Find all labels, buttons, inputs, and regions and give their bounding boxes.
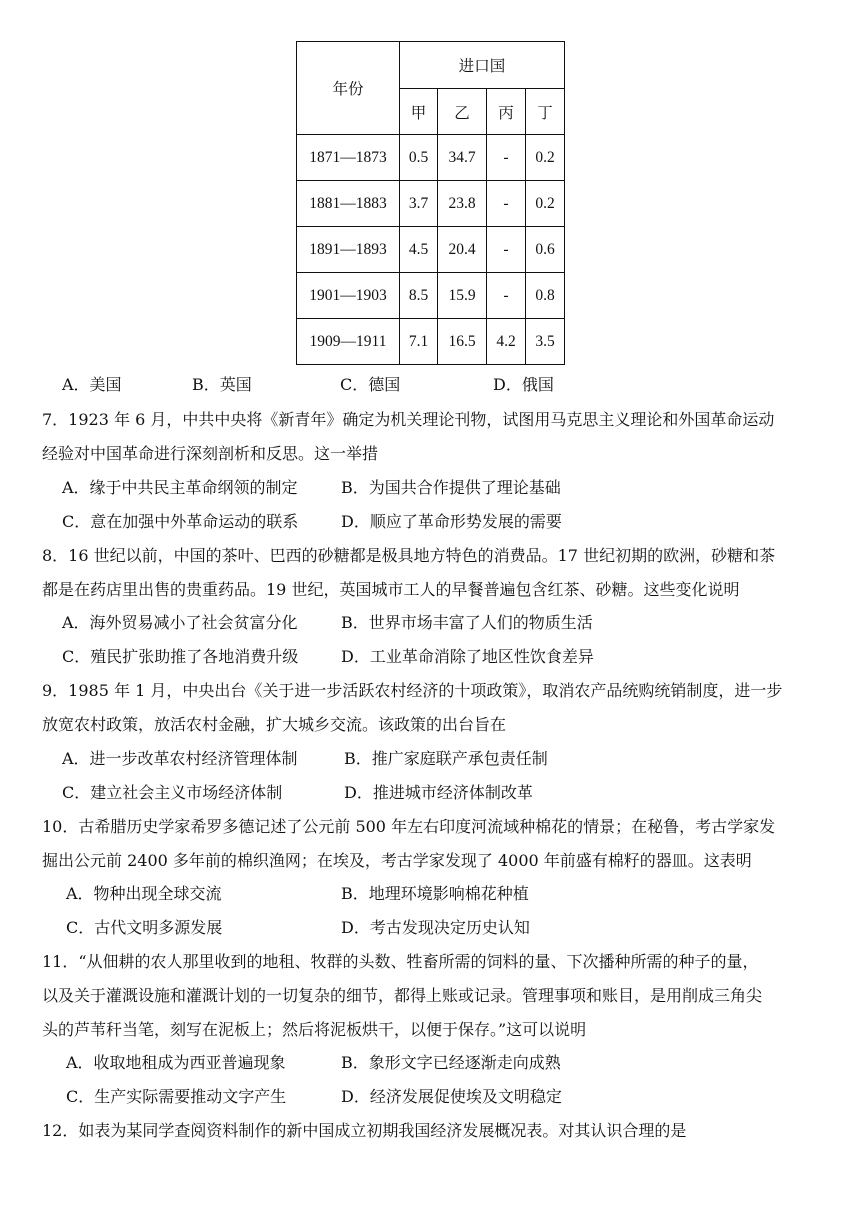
year-cell: 1881—1883	[297, 181, 400, 227]
year-cell: 1901—1903	[297, 273, 400, 319]
year-cell: 1871—1873	[297, 135, 400, 181]
value-cell: 0.8	[526, 273, 565, 319]
value-cell: 4.5	[400, 227, 438, 273]
q6-option-d: D．俄国	[493, 375, 554, 394]
value-cell: 3.5	[526, 319, 565, 365]
table-row	[297, 227, 565, 273]
q10-option-b: B．地理环境影响棉花种植	[341, 884, 529, 903]
q8-option-d: D．工业革命消除了地区性饮食差异	[341, 647, 594, 666]
q11-stem-line: 以及关于灌溉设施和灌溉计划的一切复杂的细节，都得上账或记录。管理事项和账目，是用削成三角尖	[42, 986, 763, 1005]
value-cell: 0.5	[400, 135, 438, 181]
table-row	[297, 135, 565, 181]
value-cell: 0.2	[526, 135, 565, 181]
q8-option-c: C．殖民扩张助推了各地消费升级	[62, 647, 299, 666]
q10-stem-line: 掘出公元前 2400 多年前的棉织渔网；在埃及，考古学家发现了 4000 年前盛有棉籽的器皿。这表明	[42, 851, 752, 870]
q12-stem-line: 12．如表为某同学查阅资料制作的新中国成立初期我国经济发展概况表。对其认识合理的是	[42, 1121, 687, 1140]
q7-option-c: C．意在加强中外革命运动的联系	[62, 512, 299, 531]
year-cell: 1891—1893	[297, 227, 400, 273]
q6-option-c: C．德国	[340, 375, 401, 394]
q11-option-b: B．象形文字已经逐渐走向成熟	[341, 1053, 561, 1072]
q8-option-a: A．海外贸易减小了社会贫富分化	[62, 613, 298, 632]
value-cell: 3.7	[400, 181, 438, 227]
q7-option-d: D．顺应了革命形势发展的需要	[341, 512, 562, 531]
q11-option-c: C．生产实际需要推动文字产生	[66, 1087, 287, 1106]
value-cell: 0.6	[526, 227, 565, 273]
table-row	[297, 273, 565, 319]
q6-option-a: A．美国	[62, 375, 122, 394]
value-cell: 0.2	[526, 181, 565, 227]
import-table	[296, 41, 565, 365]
q8-stem-line: 8．16 世纪以前，中国的茶叶、巴西的砂糖都是极具地方特色的消费品。17 世纪初期的欧洲，砂糖和茶	[42, 546, 776, 565]
value-cell: 20.4	[438, 227, 487, 273]
q11-option-a: A．收取地租成为西亚普遍现象	[66, 1053, 286, 1072]
col-header: 乙	[438, 89, 487, 135]
value-cell: -	[487, 135, 526, 181]
value-cell: 4.2	[487, 319, 526, 365]
q9-option-d: D．推进城市经济体制改革	[344, 783, 533, 802]
q9-option-b: B．推广家庭联产承包责任制	[344, 749, 548, 768]
q11-option-d: D．经济发展促使埃及文明稳定	[341, 1087, 562, 1106]
q9-stem-line: 9．1985 年 1 月，中央出台《关于进一步活跃农村经济的十项政策》，取消农产品统购统销制度，进一步	[42, 681, 783, 700]
table-row	[297, 319, 565, 365]
year-header: 年份	[297, 42, 400, 135]
q9-option-a: A．进一步改革农村经济管理体制	[62, 749, 298, 768]
q7-option-a: A．缘于中共民主革命纲领的制定	[62, 478, 298, 497]
value-cell: 7.1	[400, 319, 438, 365]
q9-option-c: C．建立社会主义市场经济体制	[62, 783, 283, 802]
value-cell: 8.5	[400, 273, 438, 319]
value-cell: -	[487, 227, 526, 273]
importer-header: 进口国	[400, 42, 565, 89]
q8-option-b: B．世界市场丰富了人们的物质生活	[341, 613, 593, 632]
q10-option-a: A．物种出现全球交流	[66, 884, 222, 903]
value-cell: 23.8	[438, 181, 487, 227]
col-header: 甲	[400, 89, 438, 135]
value-cell: -	[487, 181, 526, 227]
year-cell: 1909—1911	[297, 319, 400, 365]
q9-stem-line: 放宽农村政策，放活农村金融，扩大城乡交流。该政策的出台旨在	[42, 715, 507, 734]
value-cell: -	[487, 273, 526, 319]
table-row	[297, 181, 565, 227]
q8-stem-line: 都是在药店里出售的贵重药品。19 世纪，英国城市工人的早餐普遍包含红茶、砂糖。这些变化说明	[42, 580, 740, 599]
value-cell: 16.5	[438, 319, 487, 365]
q7-stem-line: 7．1923 年 6 月，中共中央将《新青年》确定为机关理论刊物，试图用马克思主义理论和外国革命运动	[42, 410, 775, 429]
value-cell: 34.7	[438, 135, 487, 181]
q11-stem-line: 11．“从佃耕的农人那里收到的地租、牧群的头数、牲畜所需的饲料的量、下次播种所需的种子的量，	[42, 952, 759, 971]
q10-stem-line: 10．古希腊历史学家希罗多德记述了公元前 500 年左右印度河流域种棉花的情景；在秘鲁，考古学家发	[42, 817, 776, 836]
q7-option-b: B．为国共合作提供了理论基础	[341, 478, 561, 497]
q11-stem-line: 头的芦苇秆当笔，刻写在泥板上；然后将泥板烘干，以便于保存。”这可以说明	[42, 1020, 587, 1039]
q6-option-b: B．英国	[192, 375, 252, 394]
col-header: 丙	[487, 89, 526, 135]
col-header: 丁	[526, 89, 565, 135]
value-cell: 15.9	[438, 273, 487, 319]
q10-option-d: D．考古发现决定历史认知	[341, 918, 530, 937]
q10-option-c: C．古代文明多源发展	[66, 918, 223, 937]
q7-stem-line: 经验对中国革命进行深刻剖析和反思。这一举措	[42, 444, 379, 463]
